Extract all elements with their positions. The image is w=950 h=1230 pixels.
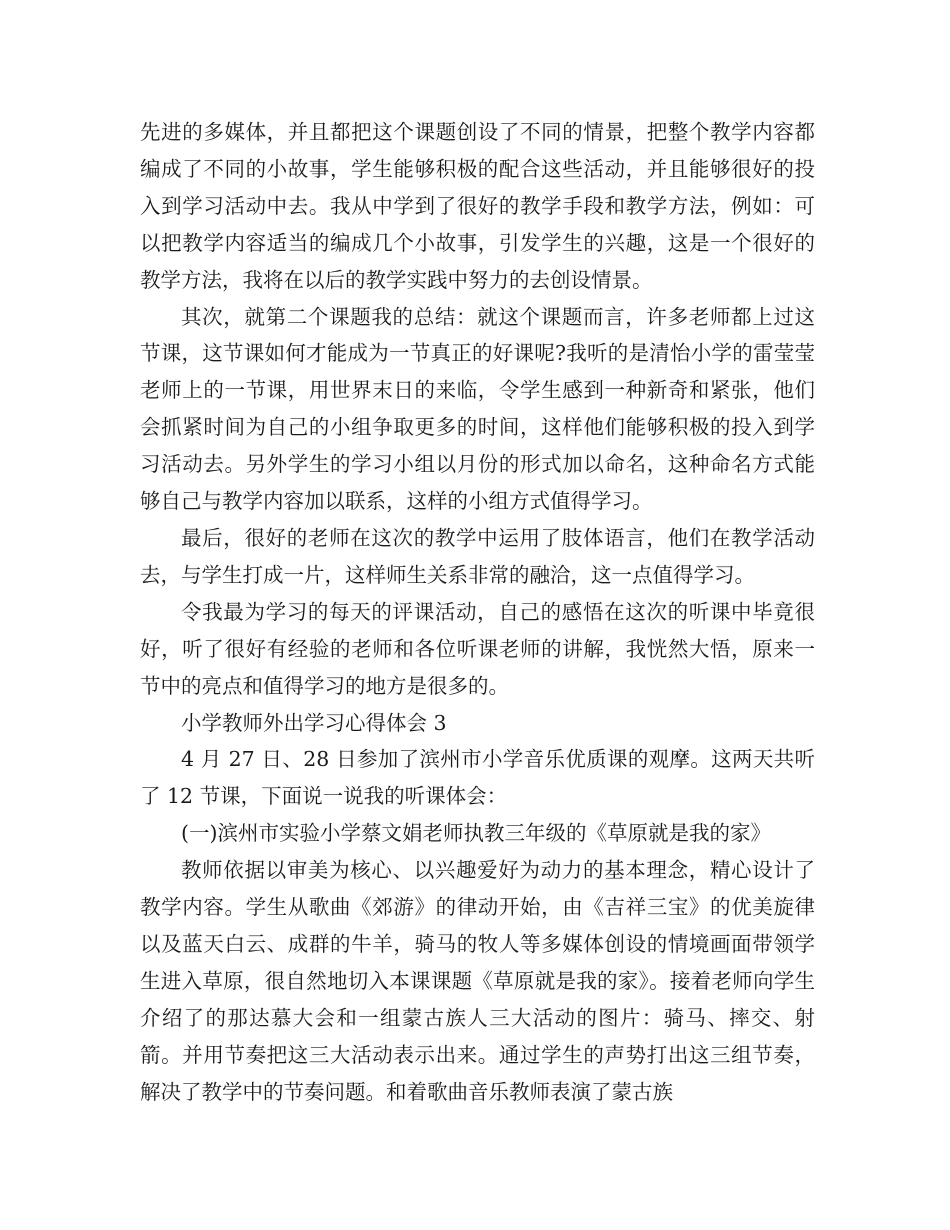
paragraph-continuation: 先进的多媒体，并且都把这个课题创设了不同的情景，把整个教学内容都编成了不同的小故事，学生能够积极的配合这些活动，并且能够很好的投入到学习活动中去。我从中学到了很好的教学手段和教学方法，例如：可以把教学内容适当的编成几个小故事，引发学生的兴趣，这是一个很好的教学方法，我将在以后的教学实践中努力的去创设情景。: [140, 120, 815, 292]
paragraph-finally: 最后，很好的老师在这次的教学中运用了肢体语言，他们在教学活动去，与学生打成一片，这样师生关系非常的融洽，这一点值得学习。: [140, 525, 815, 587]
paragraph-second-topic: 其次，就第二个课题我的总结：就这个课题而言，许多老师都上过这节课，这节课如何才能成为一节真正的好课呢?我听的是清怡小学的雷莹莹老师上的一节课，用世界末日的来临，令学生感到一种新奇和紧张，他们会抓紧时间为自己的小组争取更多的时间，这样他们能够积极的投入到学习活动去。另外学生的学习小组以月份的形式加以命名，这种命名方式能够自己与教学内容加以联系，这样的小组方式值得学习。: [140, 304, 815, 514]
paragraph-intro: 4 月 27 日、28 日参加了滨州市小学音乐优质课的观摩。这两天共听了 12 节课，下面说一说我的听课体会：: [140, 747, 815, 809]
paragraph-lesson-detail: 教师依据以审美为核心、以兴趣爱好为动力的基本理念，精心设计了教学内容。学生从歌曲《郊游》的律动开始，由《吉祥三宝》的优美旋律以及蓝天白云、成群的牛羊，骑马的牧人等多媒体创设的情境画面带领学生进入草原，很自然地切入本课课题《草原就是我的家》。接着老师向学生介绍了的那达慕大会和一组蒙古族人三大活动的图片：骑马、摔交、射箭。并用节奏把这三大活动表示出来。通过学生的声势打出这三组节奏，解决了教学中的节奏问题。和着歌曲音乐教师表演了蒙古族: [140, 858, 815, 1104]
paragraph-evaluation: 令我最为学习的每天的评课活动，自己的感悟在这次的听课中毕竟很好，听了很好有经验的老师和各位听课老师的讲解，我恍然大悟，原来一节中的亮点和值得学习的地方是很多的。: [140, 599, 815, 698]
document-body: [140, 114, 815, 1110]
section-heading: 小学教师外出学习心得体会 3: [181, 710, 447, 735]
subsection-heading: (一)滨州市实验小学蔡文娟老师执教三年级的《草原就是我的家》: [181, 821, 771, 846]
